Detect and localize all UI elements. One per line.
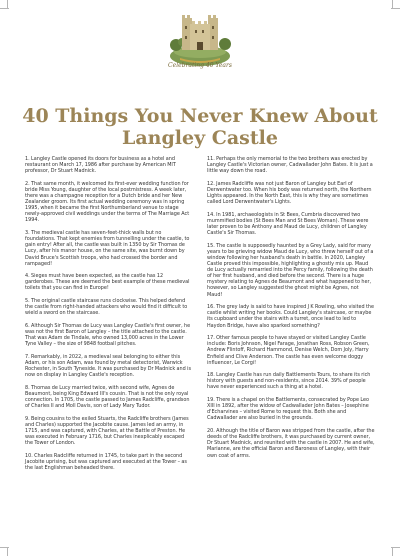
fact-paragraph: 12. James Radcliffe was not just Baron of Langley but Earl of Derwentwater too. When his body was returned north, the Northern Lights appeared. In the North East, this is why they are sometimes called Lord Derwentwater's Lights. <box>207 180 372 206</box>
logo-caption: Celebrating 40 Years <box>168 62 232 69</box>
fact-paragraph: 16. The grey lady is said to have inspired J K Rowling, who visited the castle whilst writing her books. Could Langley's staircase, or maybe its cupboard under the stairs with a turret, once lead to led to Haydon Bridge, have also sparked something? <box>207 304 375 329</box>
fact-paragraph: 3. The medieval castle has seven-feet-thick walls but no foundations. That kept enemies from tunnelling under the castle, to gain entry! After all, the castle was built in 1350 by Sir Thomas de Lucy, after his manor house, on the same site, was burnt down by David Bruce's Scottish troops, who had crossed the border and rampaged! <box>25 230 190 267</box>
fact-paragraph: 7. Remarkably, in 2022, a medieval seal belonging to either this Adam, or his son Adam, was found by metal detectorist, Warwick Rochester, in South Tyneside. It was purchased by Dr Madnick and is now on display in Langley Castle's reception. <box>25 354 192 379</box>
fact-paragraph: 6. Although Sir Thomas de Lucy was Langley Castle's first owner, he was not the first Baron of Langley – the title attached to the castle. That was Adam de Tindale, who owned 13,000 acres in the Lower Tyne Valley – the size of 9848 football pitches. <box>25 323 191 348</box>
fact-paragraph: 5. The original castle staircase runs clockwise. This helped defend the castle from right-handed attackers who would find it difficult to wield a sword on the staircase. <box>25 298 188 317</box>
fact-paragraph: 15. The castle is supposedly haunted by a Grey Lady, said for many years to be grieving widow Maud de Lucy, who threw herself out of a window following her husband's death in battle. In 2020, Langley Castle proved this impossible, highlighting a ghostly mix up. Maud de Lucy actually remarried into the Percy family, following the death of her first husband, and died before the second. There is a huge mystery relating to Agnes de Beaumont and what happened to her, however, so Langley suggested the ghost might be Agnes, not Maud! <box>207 242 374 298</box>
castle-logo-icon <box>168 12 232 88</box>
fact-paragraph: 1. Langley Castle opened its doors for business as a hotel and restaurant on March 17, 1986 after purchase by American MIT professor, Dr Stuart Madnick. <box>25 156 176 175</box>
crop-mark <box>391 8 400 9</box>
fact-paragraph: 4. Sieges must have been expected, as the castle has 12 garderobes. These are deemed the best example of these medieval toilets that you can find in Europe! <box>25 273 190 292</box>
fact-paragraph: 2. That same month, it welcomed its first-ever wedding function for bride Miss Young, daughter of the local postmistress. A week later, there was a champagne reception for a Dutch bride and her New Zealander groom. Its first actual wedding ceremony was in spring 1995, when it became the first Northumberland venue to stage newly-approved civil weddings under the terms of The Marriage Act 1994. <box>25 180 190 224</box>
castle-logo <box>168 12 232 88</box>
page-title <box>0 105 400 149</box>
facts-column-left <box>25 156 193 478</box>
fact-paragraph: 20. Although the title of Baron was stripped from the castle, after the deeds of the Radcliffe brothers, it was purchased by current owner, Dr Stuart Madnick, and reunited with the castle in 2007. He and wife, Marianne, are the official Baron and Baroness of Langley, with their own coat of arms. <box>207 428 375 459</box>
title-line-2: Langley Castle <box>122 127 278 149</box>
fact-paragraph: 11. Perhaps the only memorial to the two brothers was erected by Langley Castle's Victorian owner, Cadwallader John Bates. It is just a little way down the road. <box>207 156 373 175</box>
crop-mark <box>0 547 9 548</box>
facts-column-right <box>207 156 375 465</box>
crop-mark <box>7 547 8 556</box>
fact-paragraph: 17. Other famous people to have stayed or visited Langley Castle include: Boris Johnson, Nigel Farage, Jonathan Ross, Robson Green, Andrew Flintoff, Richard Hammond, Denise Welch, Dom Joly, Harry Enfield and Clive Anderson. The castle has even welcome doggy influencer, Le Corgi! <box>207 335 370 366</box>
crop-mark <box>391 547 400 548</box>
fact-paragraph: 10. Charles Radcliffe returned in 1745, to take part in the second Jacobite uprising, but was captured and executed at the Tower – as the last Englishman beheaded there. <box>25 453 187 472</box>
fact-paragraph: 19. There is a chapel on the Battlements, consecrated by Pope Leo XIII in 1892, after the widow of Cadwallader John Bates – Josephine d'Echarvines – visited Rome to request this. Both she and Cadwallader are also buried in the grounds. <box>207 397 369 422</box>
fact-paragraph: 14. In 1981, archaeologists in St Bees, Cumbria discovered two mummified bodies (St Bees Man and St Bees Woman). These were later proven to be Anthony and Maud de Lucy, children of Langley Castle's Sir Thomas. <box>207 211 369 237</box>
title-line-1: 40 Things You Never Knew About <box>22 105 378 127</box>
fact-paragraph: 18. Langley Castle has run daily Battlements Tours, to share its rich history with guests and non-residents, since 2014. 39% of people have never experienced such a thing at a hotel. <box>207 372 371 391</box>
crop-mark <box>392 547 393 556</box>
fact-paragraph: 8. Thomas de Lucy married twice, with second wife, Agnes de Beaumont, being King Edward III's cousin. That is not the only royal connection. In 1705, the castle passed to James Radcliffe, grandson of Charles II and Moll Davis, son of Lady Mary Tudor. <box>25 384 190 410</box>
crop-mark <box>0 8 9 9</box>
fact-paragraph: 9. Being cousins to the exiled Stuarts, the Radcliffe brothers (James and Charles) supported the Jacobite cause. James led an army, in 1715, and was captured, with Charles, at the Battle of Preston. He was executed in February 1716, but Charles inexplicably escaped the Tower of London. <box>25 415 189 447</box>
